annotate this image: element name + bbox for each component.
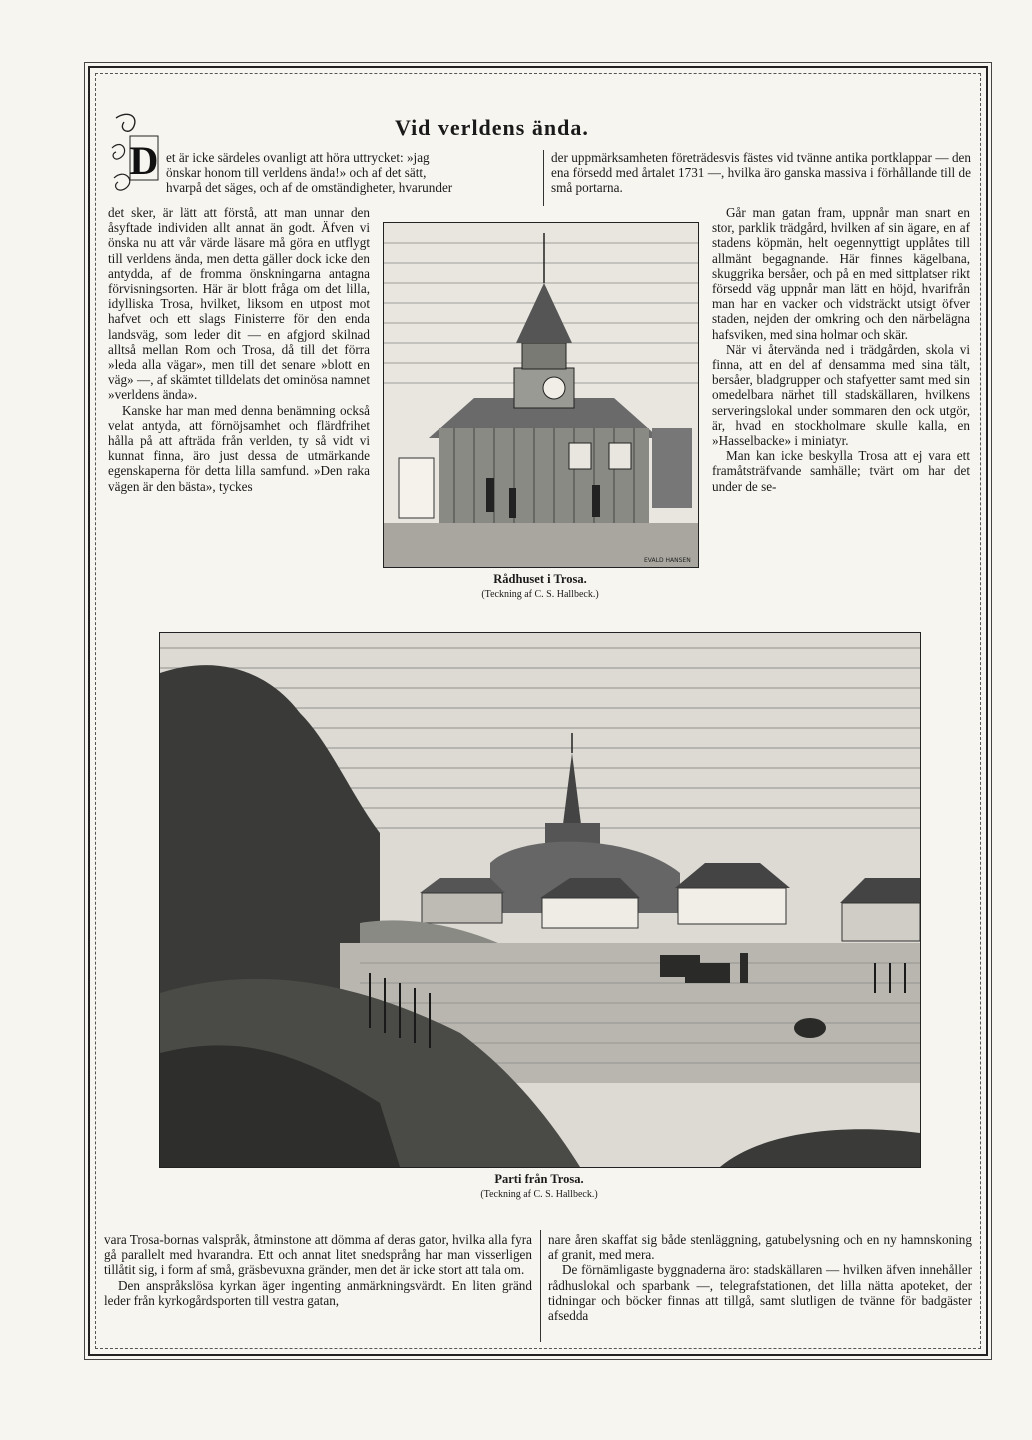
figure2-caption: [159, 1172, 919, 1200]
column-rule: [543, 150, 544, 206]
ornamental-dropcap: [108, 108, 160, 196]
bottom-right-column: nare åren skaffat sig både stenläggning, gatubelysning och en ny hamnskoning af granit, med mera. De förnämligaste byggnaderna äro: stadskällaren — hvilken äfven innehåller rådhuslokal och sparbank —, telegrafstationen, det lilla nätta apoteket, der tidningar och böcker finnas att tillgå, samt slutligen de tvänne för badgäster afsedda: [548, 1232, 972, 1324]
caption-credit: (Teckning af C. S. Hallbeck.): [481, 589, 599, 600]
engraver-signature: EVALD HANSEN: [644, 557, 691, 564]
intro-line: önskar honom till verldens ända!» och af det sätt,: [166, 165, 427, 181]
caption-credit: (Teckning af C. S. Hallbeck.): [480, 1189, 598, 1200]
intro-line: hvarpå det säges, och af de omständigheter, hvarunder: [166, 180, 453, 196]
caption-title: Rådhuset i Trosa.: [493, 572, 587, 586]
column-rule: [540, 1230, 541, 1342]
intro-line: et är icke särdeles ovanligt att höra uttrycket: »jag: [166, 150, 430, 165]
caption-title: Parti från Trosa.: [494, 1172, 584, 1186]
figure1-caption: [383, 572, 697, 600]
top-right-paragraph: der uppmärksamheten företrädesvis fästes vid tvänne antika portklappar — den ena försedd med årtalet 1731 —, hvilka äro ganska massiva i förhållande till de små portarna.: [551, 150, 971, 196]
trosa-landscape-engraving: [159, 632, 921, 1168]
intro-lines: [166, 150, 538, 196]
town-hall-engraving: [383, 222, 699, 568]
left-column: det sker, är lätt att förstå, att man unnar den åsyftade individen allt annat än godt. Äfven vi önska nu att vår värde läsare må göra en utflygt till verldens ända, men detta gäller dock icke den antydda, af de fromma önskningarna antagna förvisningsorten. Här är blott fråga om det lilla, idylliska Trosa, hvilket, liksom en utpost mot hafvet och ett slags Finisterre för den enda landsväg, som leder dit — en afgjord skilnad alltså mellan Rom och Trosa, då till det förra »leda alla vägar», men till det senare »blott en väg» —, af skämtet tilldelats det ominösa namnet »verldens ända». Kanske har man med denna benämning också velat antyda, att förnöjsamhet och flärdfrihet hålla på att afträda från verlden, ty så vidt vi kunnat finna, äro just dessa de utmärkande egenskaperna för detta lilla samfund. »Den raka vägen är den bästa», tyckes: [108, 205, 370, 494]
dropcap-letter: D: [129, 138, 159, 183]
right-column: Går man gatan fram, uppnår man snart en stor, parklik trädgård, hvilken af sin ägare, en af stadens köpmän, helt oegennyttigt upplåtes till allmänt begagnande. Här finnes kägelbana, skuggrika bersåer, och på en med sittplatser rikt försedd väg uppnår man lätt en höjd, hvarifrån man har en vacker och vidsträckt utsigt öfver staden, nejden der omkring och den närbelägna hafsviken, med sina holmar och skär. När vi återvända ned i trädgården, skola vi finna, att en del af densamma med sina tält, bersåer, bladgrupper och stafyetter samt med sin omedelbara närhet till stadskällaren, hvilkens serveringslokal under sommaren den ock utgör, är, hvad en stockholmare skulle kalla, en »Hasselbacke» i miniatyr. Man kan icke beskylla Trosa att ej vara ett framåtsträfvande samhälle; tvärt om har det under de se-: [712, 205, 970, 494]
bottom-left-column: vara Trosa-bornas valspråk, åtminstone att dömma af deras gator, hvilka alla fyra gå parallelt med hvarandra. Ett och annat litet snedsprång har man visserligen tillåtit sig, i form af små, gräsbevuxna gränder, men det är icke stort att tala om. Den anspråkslösa kyrkan äger ingenting anmärkningsvärdt. En liten gränd leder från kyrkogårdsporten till vestra gatan,: [104, 1232, 532, 1308]
article-title: Vid verldens ända.: [395, 115, 589, 140]
